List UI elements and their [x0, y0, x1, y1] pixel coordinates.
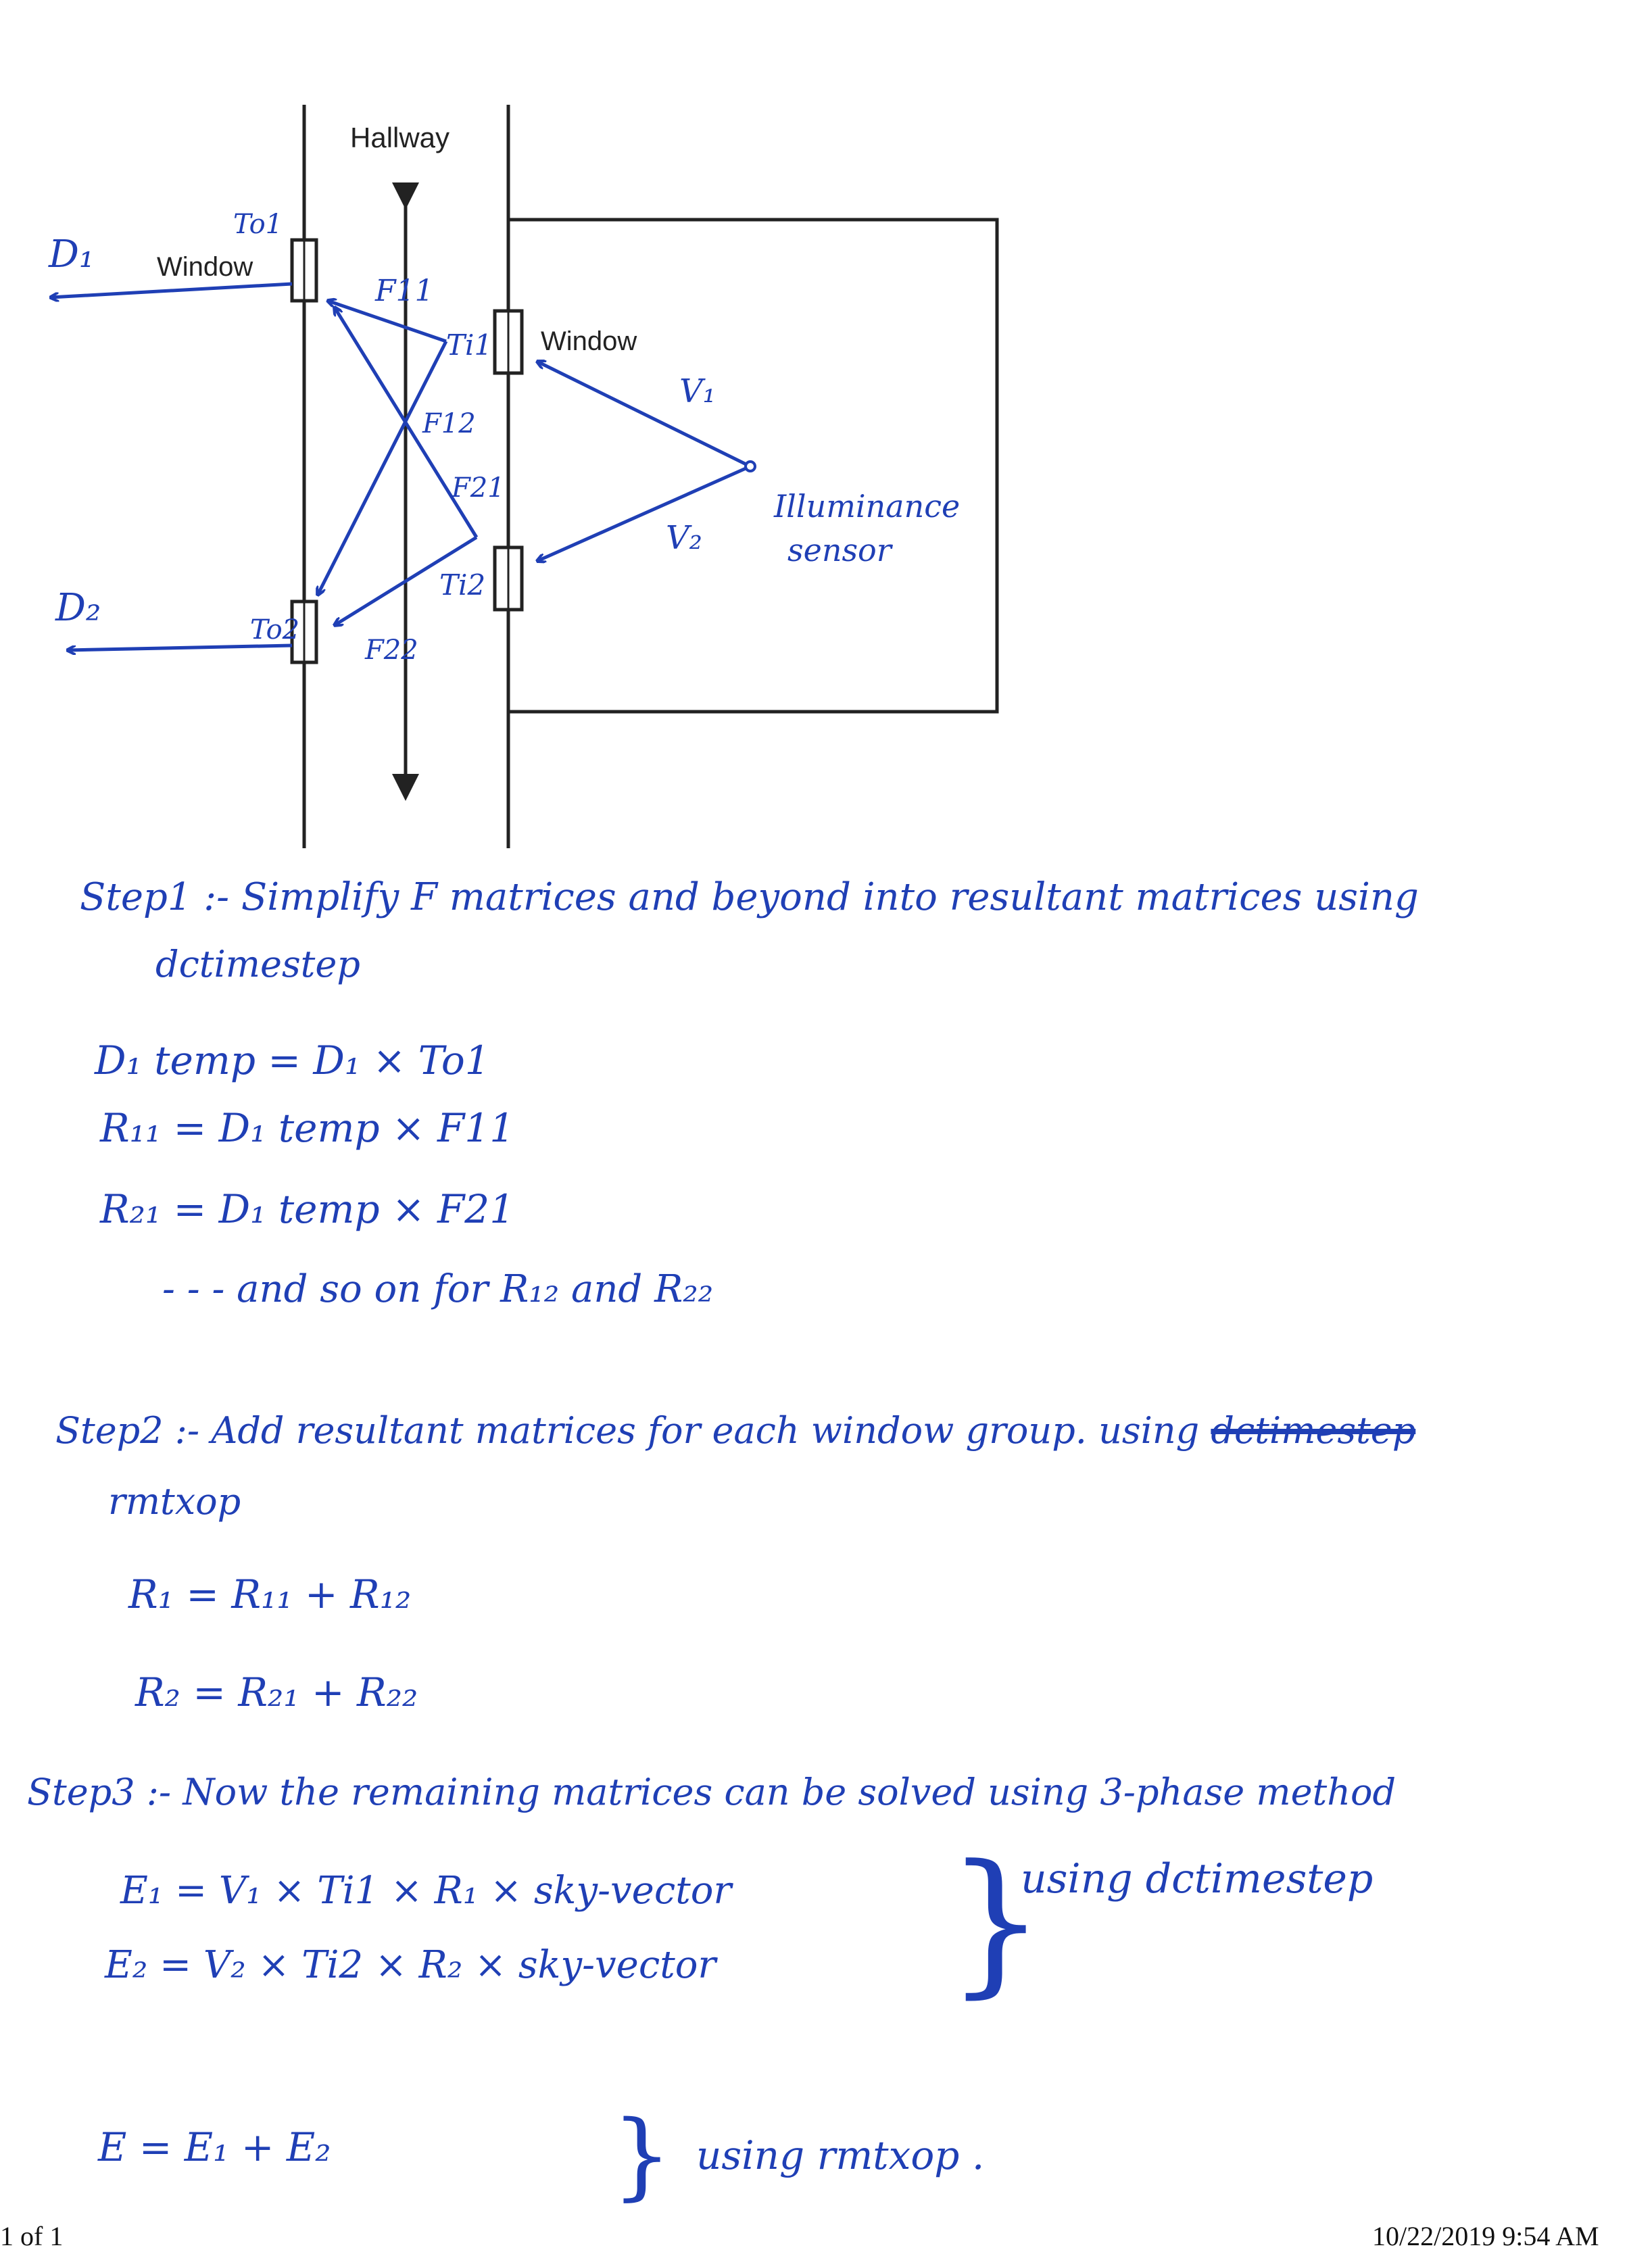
label-f21: F21 [452, 472, 505, 504]
label-v2: V₂ [666, 519, 702, 557]
arrow-v1 [537, 362, 750, 466]
window-left-label: Window [157, 252, 253, 282]
footer-page-number: 1 of 1 [0, 2221, 64, 2251]
arrow-v2 [537, 466, 750, 561]
step2-line1 [55, 1409, 1416, 1452]
equation-r21: R₂₁ = D₁ temp × F21 [100, 1186, 515, 1232]
label-to1: To1 [233, 209, 283, 240]
window-right-label: Window [541, 326, 637, 356]
sensor-label-line2: sensor [787, 532, 892, 568]
label-f22: F22 [365, 635, 418, 666]
sensor-label-line1: Illuminance [774, 488, 961, 524]
label-ti1: Ti1 [446, 328, 493, 362]
arrow-d1 [51, 284, 292, 297]
label-v1: V₁ [679, 372, 716, 410]
label-d2: D₂ [55, 586, 101, 630]
brace2-note: using rmtxop . [696, 2132, 985, 2178]
hallway-label: Hallway [350, 122, 450, 153]
brace1-note: using dctimestep [1021, 1855, 1374, 1903]
label-ti2: Ti2 [439, 568, 486, 602]
brace-1: } [946, 1832, 1046, 2013]
step2-text: Step2 :- Add resultant matrices for each window group. using [55, 1409, 1200, 1452]
hallway-window-diagram [0, 0, 1652, 879]
equation-and-so-on: - - - and so on for R₁₂ and R₂₂ [162, 1267, 714, 1311]
equation-e2: E₂ = V₂ × Ti2 × R₂ × sky-vector [105, 1943, 716, 1987]
step2-struck-word: dctimestep [1211, 1409, 1416, 1452]
label-f11: F11 [375, 274, 434, 308]
label-f12: F12 [422, 408, 476, 439]
equation-r1: R₁ = R₁₁ + R₁₂ [128, 1571, 412, 1617]
equation-d1temp: D₁ temp = D₁ × To1 [95, 1037, 490, 1083]
equation-e-total: E = E₁ + E₂ [98, 2124, 331, 2170]
equation-r11: R₁₁ = D₁ temp × F11 [100, 1105, 515, 1151]
label-to2: To2 [250, 614, 300, 645]
equation-e1: E₁ = V₁ × Ti1 × R₁ × sky-vector [120, 1869, 732, 1913]
step1-line1: Step1 :- Simplify F matrices and beyond into resultant matrices using [80, 875, 1419, 919]
label-d1: D₁ [49, 232, 95, 276]
step2-line2: rmtxop [108, 1480, 241, 1523]
footer-timestamp: 10/22/2019 9:54 AM [1372, 2221, 1599, 2251]
sensor-point [746, 462, 755, 471]
step1-line2: dctimestep [155, 943, 360, 985]
step3-line1: Step3 :- Now the remaining matrices can be solved using 3-phase method [27, 1771, 1396, 1813]
arrow-f12 [318, 341, 446, 595]
equation-r2: R₂ = R₂₁ + R₂₂ [135, 1669, 418, 1715]
brace-2: } [612, 2101, 673, 2211]
arrow-d2 [68, 645, 292, 650]
